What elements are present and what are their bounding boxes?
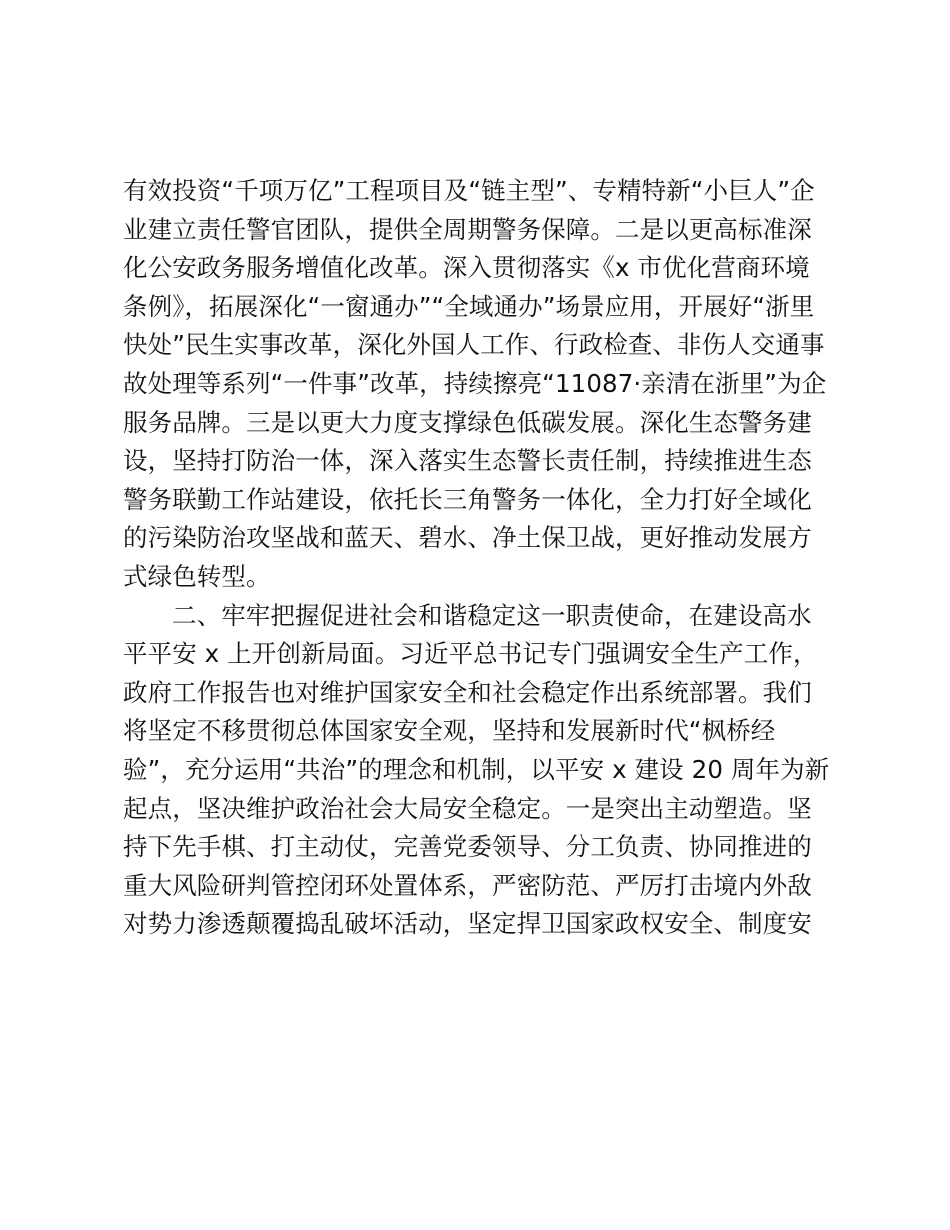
text-line: 验”，充分运用“共治”的理念和机制，以平安 x 建设 20 周年为新: [123, 754, 830, 784]
text-line: 警务联勤工作站建设，依托长三角警务一体化，全力打好全域化: [123, 484, 812, 514]
text-line: 重大风险研判管控闭环处置体系，严密防范、严厉打击境内外敌: [123, 870, 812, 900]
text-line: 故处理等系列“一件事”改革，持续擦亮“11087·亲清在浙里”为企: [123, 368, 827, 398]
text-line: 化公安政务服务增值化改革。深入贯彻落实《x 市优化营商环境: [123, 253, 810, 283]
body-text: [123, 172, 843, 944]
text-line: 的污染防治攻坚战和蓝天、碧水、净土保卫战，更好推动发展方: [123, 523, 812, 553]
text-line: 平平安 x 上开创新局面。习近平总书记专门强调安全生产工作，: [123, 639, 818, 669]
text-line: 快处”民生实事改革，深化外国人工作、行政检查、非伤人交通事: [123, 330, 825, 360]
text-line: 条例》，拓展深化“一窗通办”“全域通办”场景应用，开展好“浙里: [123, 291, 815, 321]
paragraph-start-line: 二、牢牢把握促进社会和谐稳定这一职责使命，在建设高水: [172, 600, 812, 630]
text-line: 设，坚持打防治一体，深入落实生态警长责任制，持续推进生态: [123, 446, 812, 476]
text-line: 起点，坚决维护政治社会大局安全稳定。一是突出主动塑造。坚: [123, 793, 812, 823]
text-line: 服务品牌。三是以更大力度支撑绿色低碳发展。深化生态警务建: [123, 407, 812, 437]
text-line: 将坚定不移贯彻总体国家安全观，坚持和发展新时代“枫桥经: [123, 716, 776, 746]
text-line: 式绿色转型。: [123, 561, 271, 591]
text-line: 业建立责任警官团队，提供全周期警务保障。二是以更高标准深: [123, 214, 812, 244]
text-line: 对势力渗透颠覆捣乱破坏活动，坚定捍卫国家政权安全、制度安: [123, 909, 812, 939]
text-line: 有效投资“千项万亿”工程项目及“链主型”、专精特新“小巨人”企: [123, 176, 815, 205]
text-line: 政府工作报告也对维护国家安全和社会稳定作出系统部署。我们: [123, 677, 812, 707]
text-line: 持下先手棋、打主动仗，完善党委领导、分工负责、协同推进的: [123, 832, 812, 862]
